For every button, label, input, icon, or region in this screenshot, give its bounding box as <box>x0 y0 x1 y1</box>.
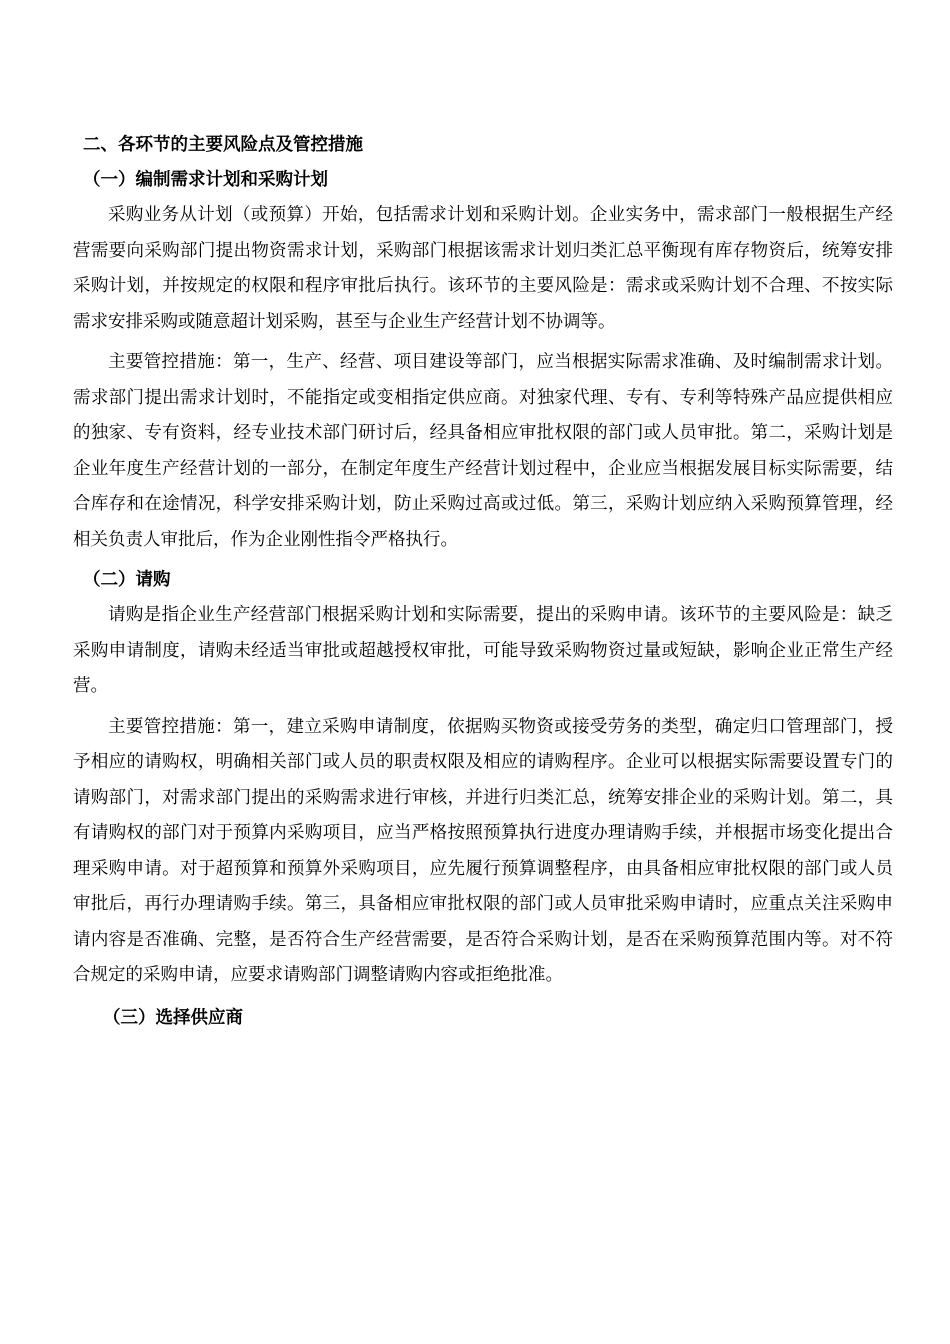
paragraph: 主要管控措施：第一，生产、经营、项目建设等部门，应当根据实际需求准确、及时编制需求计划。需求部门提出需求计划时，不能指定或变相指定供应商。对独家代理、专有、专利等特殊产品应提供相应的独家、专有资料，经专业技术部门研讨后，经具备相应审批权限的部门或人员审批。第二，采购计划是企业年度生产经营计划的一部分，在制定年度生产经营计划过程中，企业应当根据发展目标实际需要，结合库存和在途情况，科学安排采购计划，防止采购过高或过低。第三，采购计划应纳入采购预算管理，经相关负责人审批后，作为企业刚性指令严格执行。 <box>73 352 893 550</box>
paragraph: 主要管控措施：第一，建立采购申请制度，依据购买物资或接受劳务的类型，确定归口管理部门，授予相应的请购权，明确相关部门或人员的职责权限及相应的请购程序。企业可以根据实际需要设置专门的请购部门，对需求部门提出的采购需求进行审核，并进行归类汇总，统筹安排企业的采购计划。第二，具有请购权的部门对于预算内采购项目，应当严格按照预算执行进度办理请购手续，并根据市场变化提出合理采购申请。对于超预算和预算外采购项目，应先履行预算调整程序，由具备相应审批权限的部门或人员审批后，再行办理请购手续。第三，具备相应审批权限的部门或人员审批采购申请时，应重点关注采购申请内容是否准确、完整，是否符合生产经营需要，是否符合采购计划，是否在采购预算范围内等。对不符合规定的采购申请，应要求请购部门调整请购内容或拒绝批准。 <box>73 716 893 985</box>
paragraph: 采购业务从计划（或预算）开始，包括需求计划和采购计划。企业实务中，需求部门一般根据生产经营需要向采购部门提出物资需求计划，采购部门根据该需求计划归类汇总平衡现有库存物资后，统筹安排采购计划，并按规定的权限和程序审批后执行。该环节的主要风险是：需求或采购计划不合理、不按实际需求安排采购或随意超计划采购，甚至与企业生产经营计划不协调等。 <box>73 205 893 332</box>
subsection-heading-3: （三）选择供应商 <box>103 1007 243 1028</box>
paragraph: 请购是指企业生产经营部门根据采购计划和实际需要，提出的采购申请。该环节的主要风险是：缺乏采购申请制度，请购未经适当审批或超越授权审批，可能导致采购物资过量或短缺，影响企业正常生产经营。 <box>73 605 893 696</box>
subsection-heading-2: （二）请购 <box>83 570 171 590</box>
subsection-heading-1: （一）编制需求计划和采购计划 <box>83 170 328 190</box>
document-body <box>73 128 893 1036</box>
section-heading: 二、各环节的主要风险点及管控措施 <box>83 135 363 155</box>
